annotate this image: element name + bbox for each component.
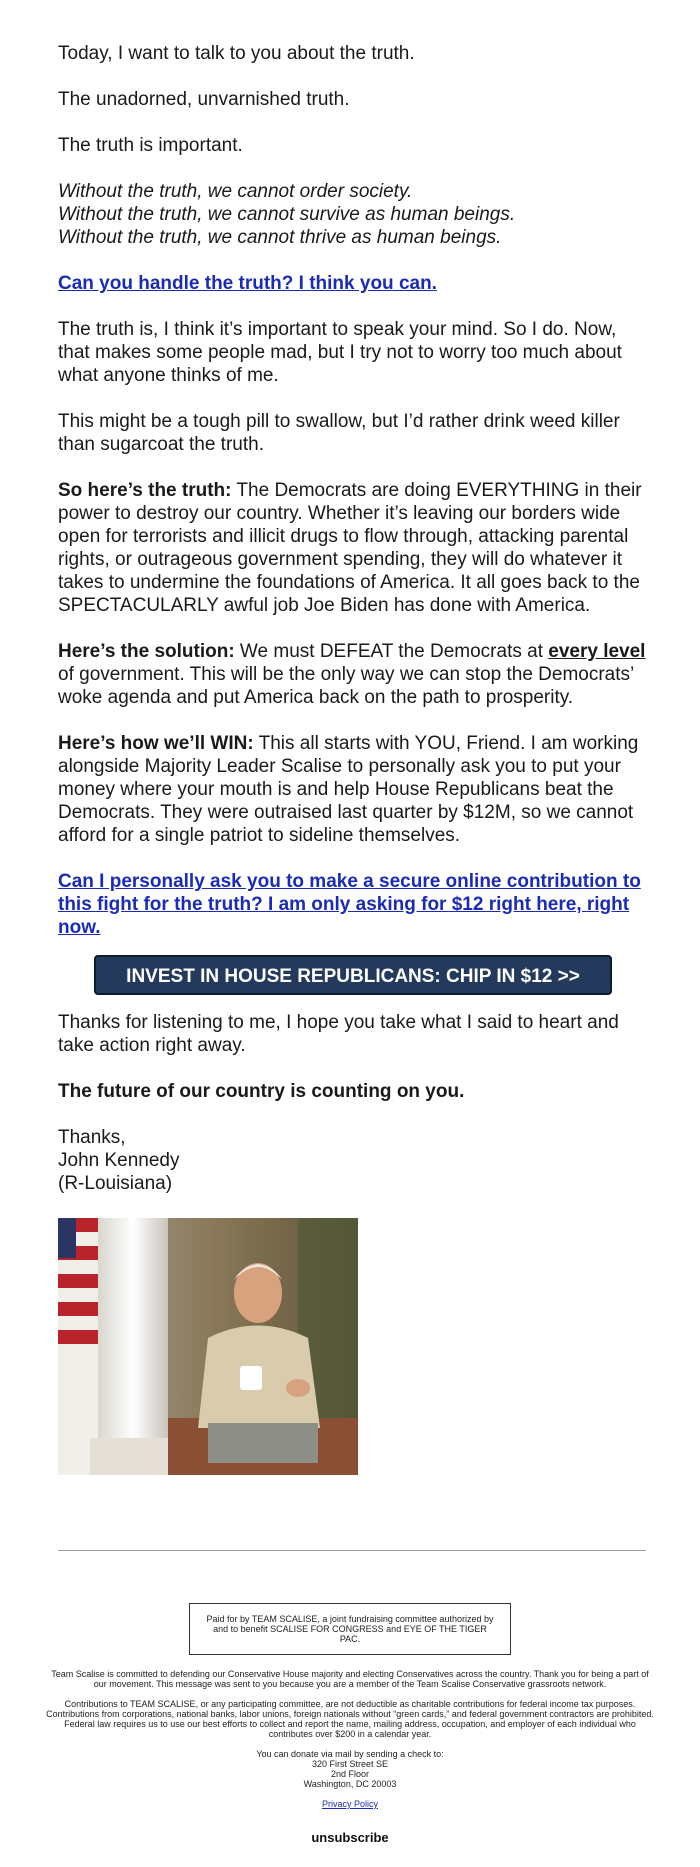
italic-line: Without the truth, we cannot order society. xyxy=(58,181,413,202)
signoff-thanks: Thanks, xyxy=(58,1127,126,1148)
paid-for-box: Paid for by TEAM SCALISE, a joint fundraising committee authorized by and to benefit SCALISE FOR CONGRESS and EYE OF THE TIGER PAC. xyxy=(189,1603,511,1655)
solution-lead: Here’s the solution: xyxy=(58,641,235,662)
paragraph-thanks: Thanks for listening to me, I hope you take what I said to heart and take action right away. xyxy=(58,1012,619,1056)
footer-address xyxy=(44,1749,656,1789)
footer-committed: Team Scalise is committed to defending our Conservative House majority and electing Conservatives across the country. Thank you for being a part of our movement. This message was sent to you because you are a member of the Team Scalise Conservative grassroots network. xyxy=(51,1669,649,1689)
italic-line: Without the truth, we cannot survive as human beings. xyxy=(58,204,516,225)
win-lead: Here’s how we’ll WIN: xyxy=(58,733,254,754)
email-body xyxy=(58,42,648,1475)
signoff-name: John Kennedy xyxy=(58,1150,180,1171)
cta-wrapper xyxy=(58,955,648,995)
paragraph-solution xyxy=(58,640,648,709)
solution-emphasis: every level xyxy=(548,641,646,662)
paragraph-speak-mind: The truth is, I think it’s important to speak your mind. So I do. Now, that makes some people mad, but I try not to worry too much about what anyone thinks of me. xyxy=(58,319,622,386)
paragraph-important: The truth is important. xyxy=(58,135,243,156)
italic-line: Without the truth, we cannot thrive as human beings. xyxy=(58,227,502,248)
paragraph-unadorned: The unadorned, unvarnished truth. xyxy=(58,89,350,110)
signoff-state: (R-Louisiana) xyxy=(58,1173,173,1194)
footer-contributions: Contributions to TEAM SCALISE, or any participating committee, are not deductible as charitable contributions for federal income tax purposes. Contributions from corporations, national banks, labor unions, foreign nationals without “green cards,” and federal government contractors are prohibited. Federal law requires us to use our best efforts to collect and report the name, mailing address, occupation, and employer of each individual who contributes over $200 in a calendar year. xyxy=(46,1699,654,1739)
solution-text-b: of government. This will be the only way we can stop the Democrats’ woke agenda and put America back on the path to prosperity. xyxy=(58,664,634,708)
contribution-link[interactable]: Can I personally ask you to make a secure online contribution to this fight for the truth? I am only asking for $12 right here, right now. xyxy=(58,871,641,938)
paragraph-truth xyxy=(58,479,648,617)
italic-block xyxy=(58,180,648,249)
paragraph-win xyxy=(58,732,648,847)
handle-truth-link[interactable]: Can you handle the truth? I think you can. xyxy=(58,273,437,294)
chip-in-button[interactable]: INVEST IN HOUSE REPUBLICANS: CHIP IN $12 >> xyxy=(94,955,612,995)
paragraph-pill: This might be a tough pill to swallow, but I’d rather drink weed killer than sugarcoat the truth. xyxy=(58,411,620,455)
link-paragraph-2 xyxy=(58,870,648,939)
paragraph-future: The future of our country is counting on you. xyxy=(58,1081,465,1102)
address-line: Washington, DC 20003 xyxy=(303,1779,397,1789)
truth-lead: So here’s the truth: xyxy=(58,480,232,501)
unsubscribe-link[interactable]: unsubscribe xyxy=(311,1830,389,1845)
mail-intro: You can donate via mail by sending a check to: xyxy=(256,1749,444,1759)
footer xyxy=(44,1603,656,1843)
link-paragraph-1 xyxy=(58,272,648,295)
truth-text: The Democrats are doing EVERYTHING in their power to destroy our country. Whether it’s leaving our borders wide open for terrorists and illicit drugs to flow through, attacking parental rights, or outrageous government spending, they will do whatever it takes to undermine the foundations of America. It all goes back to the SPECTACULARLY awful job Joe Biden has done with America. xyxy=(58,480,642,616)
address-line: 2nd Floor xyxy=(330,1769,370,1779)
win-text: This all starts with YOU, Friend. I am working alongside Majority Leader Scalise to personally ask you to put your money where your mouth is and help House Republicans beat the Democrats. They were outraised last quarter by $12M, so we cannot afford for a single patriot to sideline themselves. xyxy=(58,733,639,846)
kennedy-photo xyxy=(58,1218,358,1475)
address-line: 320 First Street SE xyxy=(311,1759,389,1769)
portrait-illustration xyxy=(58,1218,358,1475)
signoff-block xyxy=(58,1126,648,1195)
privacy-policy-link[interactable]: Privacy Policy xyxy=(321,1799,378,1809)
paragraph-intro: Today, I want to talk to you about the truth. xyxy=(58,43,415,64)
footer-divider xyxy=(58,1550,646,1551)
solution-text-a: We must DEFEAT the Democrats at xyxy=(234,641,549,662)
privacy-row xyxy=(44,1799,656,1809)
